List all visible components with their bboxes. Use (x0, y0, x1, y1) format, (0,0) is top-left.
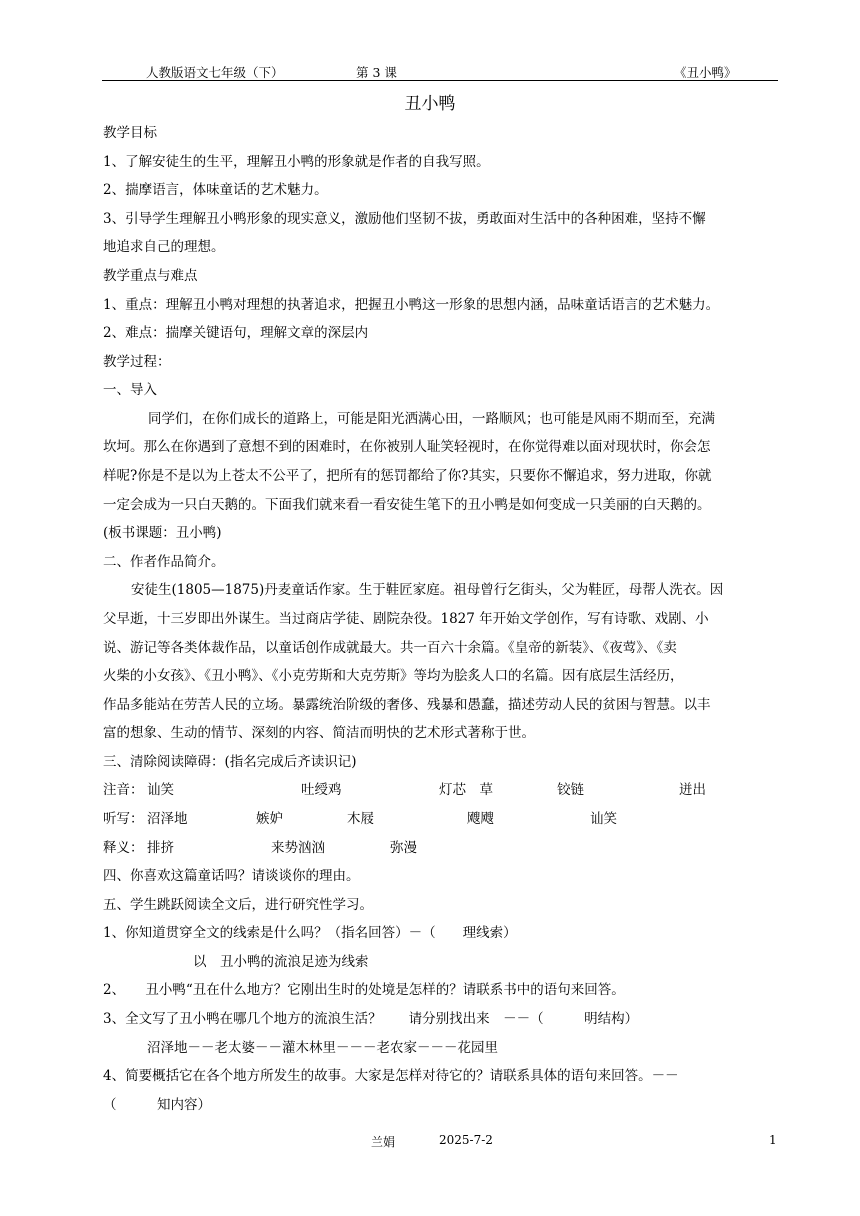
goal-2: 2、揣摩语言，体味童话的艺术魅力。 (103, 182, 328, 198)
intro-paragraph-line-2: 坎坷。那么在你遇到了意想不到的困难时，在你被别人耻笑轻视时，在你觉得难以面对现状时，你会怎 (103, 439, 711, 455)
process-heading: 教学过程： (103, 354, 171, 370)
key-points-heading: 教学重点与难点 (103, 268, 198, 284)
zhuyin-word: 灯芯 草 (439, 782, 493, 798)
author-paragraph-line-6: 富的想象、生动的情节、深刻的内容、简洁而明快的艺术形式著称于世。 (103, 725, 535, 741)
page-number: 1 (769, 1133, 777, 1147)
tingxie-word: 飕飕 (467, 811, 494, 827)
footer-author: 兰娟 (371, 1135, 396, 1149)
shiyi-word: 排挤 (147, 840, 174, 856)
shiyi-word: 来势汹汹 (271, 840, 325, 856)
author-paragraph-line-3: 说、游记等各类体裁作品，以童话创作成就最大。共一百六十余篇。《皇帝的新装》、《夜莺》、《卖 (103, 640, 677, 656)
goals-heading: 教学目标 (103, 125, 157, 141)
intro-heading: 一、导入 (103, 382, 157, 398)
shiyi-label: 释义： (103, 840, 144, 856)
intro-paragraph-line-4: 一定会成为一只白天鹅的。下面我们就来看一看安徒生笔下的丑小鸭是如何变成一只美丽的白天鹅的。 (103, 497, 711, 513)
intro-paragraph-line-3: 样呢?你是不是以为上苍太不公平了，把所有的惩罚都给了你?其实，只要你不懈追求，努力进取，你就 (103, 468, 712, 484)
header-title: 《丑小鸭》 (674, 65, 737, 80)
zhuyin-word: 迸出 (679, 782, 706, 798)
tingxie-label: 听写： (103, 811, 144, 827)
shiyi-word: 弥漫 (390, 840, 417, 856)
tingxie-word: 沼泽地 (147, 811, 188, 827)
header-course: 人教版语文七年级（下） (146, 65, 284, 80)
key-point-1: 1、重点：理解丑小鸭对理想的执著追求，把握丑小鸭这一形象的思想内涵，品味童话语言的艺术魅力。 (103, 297, 720, 313)
document-title: 丑小鸭 (404, 94, 456, 114)
goal-3-line-1: 3、引导学生理解丑小鸭形象的现实意义，激励他们坚韧不拔，勇敢面对生活中的各种困难，坚持不懈 (103, 211, 706, 227)
goal-1: 1、了解安徒生的生平，理解丑小鸭的形象就是作者的自我写照。 (103, 154, 490, 170)
question-4-line-1: 4、简要概括它在各个地方所发生的故事。大家是怎样对待它的？请联系具体的语句来回答。－－ (103, 1068, 679, 1084)
author-heading: 二、作者作品简介。 (103, 554, 225, 570)
goal-3-line-2: 地追求自己的理想。 (103, 239, 225, 255)
intro-paragraph-line-1: 同学们，在你们成长的道路上，可能是阳光洒满心田，一路顺风；也可能是风雨不期而至，充满 (148, 411, 715, 427)
zhuyin-word: 铰链 (557, 782, 584, 798)
author-paragraph-line-2: 父早逝，十三岁即出外谋生。当过商店学徒、剧院杂役。1827 年开始文学创作，写有诗歌、戏剧、小 (103, 611, 709, 627)
header-lesson: 第 3 课 (356, 65, 397, 80)
question-4-line-2: （ 知内容） (103, 1097, 211, 1113)
question-1-answer: 以 丑小鸭的流浪足迹为线索 (193, 954, 369, 970)
author-paragraph-line-4: 火柴的小女孩》、《丑小鸭》、《小克劳斯和大克劳斯》等均为脍炙人口的名篇。因有底层生活经历， (103, 668, 684, 684)
zhuyin-label: 注音： (103, 782, 144, 798)
author-paragraph-line-1: 安徒生(1805—1875)丹麦童话作家。生于鞋匠家庭。祖母曾行乞街头，父为鞋匠，母帮人洗衣。因 (131, 582, 724, 598)
zhuyin-word: 讪笑 (147, 782, 174, 798)
page-header (102, 62, 778, 81)
zhuyin-word: 吐绶鸡 (301, 782, 342, 798)
tingxie-word: 嫉妒 (256, 811, 283, 827)
tingxie-word: 木屐 (347, 811, 374, 827)
question-3: 3、全文写了丑小鸭在哪几个地方的流浪生活？ 请分别找出来 －－（ 明结构） (103, 1011, 639, 1027)
section-4: 四、你喜欢这篇童话吗？请谈谈你的理由。 (103, 868, 360, 884)
section-5: 五、学生跳跃阅读全文后，进行研究性学习。 (103, 897, 373, 913)
intro-paragraph-line-5: (板书课题：丑小鸭) (103, 525, 222, 541)
clear-obstacles-heading: 三、清除阅读障碍：(指名完成后齐读识记) (103, 754, 357, 770)
question-3-answer: 沼泽地－－老太婆－－灌木林里－－－老农家－－－花园里 (147, 1040, 498, 1056)
key-point-2: 2、难点：揣摩关键语句，理解文章的深层内 (103, 325, 369, 341)
footer-date: 2025-7-2 (439, 1133, 493, 1147)
question-1: 1、你知道贯穿全文的线索是什么吗？（指名回答）－（ 理线索） (103, 925, 517, 941)
tingxie-word: 讪笑 (590, 811, 617, 827)
author-paragraph-line-5: 作品多能站在劳苦人民的立场。暴露统治阶级的奢侈、残暴和愚蠢，描述劳动人民的贫困与智慧。以丰 (103, 697, 711, 713)
question-2: 2、 丑小鸭“丑在什么地方？它刚出生时的处境是怎样的？请联系书中的语句来回答。 (103, 982, 625, 998)
